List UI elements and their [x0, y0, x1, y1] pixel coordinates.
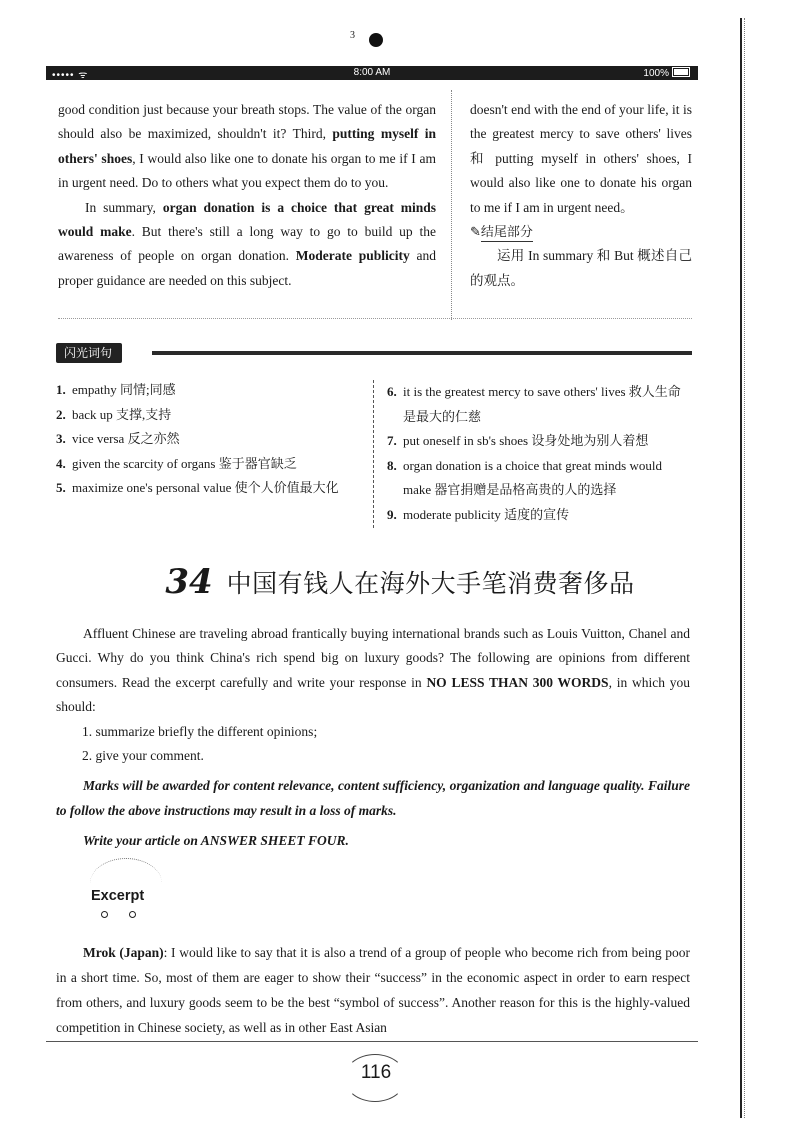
- circle-icon: [129, 911, 136, 918]
- vocab-list-right: [387, 380, 693, 527]
- vocab-item: [56, 427, 366, 452]
- vocab-text: it is the greatest mercy to save others' lives 救人生命是最大的仁慈: [403, 384, 681, 424]
- column-divider: [451, 90, 452, 320]
- excerpt-label: Excerpt: [91, 888, 145, 904]
- pencil-icon: ✎: [470, 224, 481, 240]
- essay-paragraph: [58, 98, 436, 196]
- flash-header: [56, 343, 692, 363]
- excerpt-body: : I would like to say that it is also a trend of a group of people who become rich from being poor in a short time. So, most of them are eager to show their “success” in the economic aspect in order to earn respect from others, and luxury goods seem to be the best “symbol of success”. Another reason for this is the highly-valued competition in Chinese society, as well as in other East Asian: [56, 945, 690, 1035]
- vocab-item: [56, 476, 366, 501]
- answer-sheet-instruction: Write your article on ANSWER SHEET FOUR.: [83, 833, 349, 849]
- section-title: [0, 562, 800, 602]
- vocab-text: back up 支撑,支持: [72, 406, 172, 422]
- conclusion-label: 结尾部分: [481, 223, 533, 242]
- vocab-number: 1.: [56, 382, 66, 397]
- page-edge: [740, 18, 742, 1118]
- prompt-item: 2. give your comment.: [82, 748, 204, 764]
- essay-text: good condition just because your breath stops. The value of the organ should also be maximized, shouldn't it? Third,: [58, 102, 436, 142]
- essay-text: and proper guidance are needed on this subject.: [58, 248, 436, 288]
- word-requirement: NO LESS THAN 300 WORDS: [426, 674, 609, 690]
- vocab-number: 6.: [387, 384, 397, 399]
- vocab-text: put oneself in sb's shoes 设身处地为别人着想: [403, 433, 649, 448]
- page-edge: [744, 18, 745, 1118]
- vocab-divider: [373, 380, 374, 528]
- highlighted-phrase: putting myself in others' shoes: [58, 126, 437, 166]
- section-number: 34: [165, 562, 213, 602]
- vocab-text: empathy 同情;同感: [72, 382, 176, 397]
- battery-percent: 100%: [643, 68, 669, 79]
- prompt-item: 1. summarize briefly the different opinions;: [82, 723, 318, 739]
- footer-rule: [46, 1041, 698, 1042]
- flash-rule: [152, 351, 692, 355]
- highlighted-phrase: organ donation is a choice that great minds would make: [58, 199, 436, 240]
- essay-left-column: [58, 98, 436, 293]
- essay-annotation-column: [470, 98, 692, 293]
- vocab-text: organ donation is a choice that great minds would make 器官捐赠是品格高贵的人的选择: [403, 457, 662, 497]
- circle-icon: [101, 911, 108, 918]
- vocab-item: [387, 454, 693, 503]
- vocab-number: 3.: [56, 431, 66, 446]
- battery-indicator: [643, 67, 690, 79]
- highlighted-phrase: Moderate publicity: [295, 248, 410, 264]
- vocab-number: 5.: [56, 480, 66, 495]
- page-header-mark: 3: [350, 30, 355, 41]
- excerpt-paragraph: [56, 940, 690, 1040]
- marks-instruction: Marks will be awarded for content relevance, content sufficiency, organization and language quality. Failure to follow the above instructions may result in a loss of marks.: [56, 778, 690, 818]
- status-bar: [46, 66, 698, 80]
- essay-paragraph: [58, 196, 436, 294]
- battery-icon: [672, 67, 690, 77]
- conclusion-text: 运用 In summary 和 But 概述自己的观点。: [470, 248, 692, 288]
- vocab-number: 8.: [387, 457, 397, 473]
- vocab-item: [56, 452, 366, 477]
- vocab-number: 9.: [387, 506, 397, 522]
- conclusion-heading: [470, 220, 692, 244]
- prompt-intro-text: Affluent Chinese are traveling abroad frantically buying international brands such as Louis Vuitton, Chanel and Gucci. Why do you think China's rich spend big on luxury goods? The following are opinions from different consumers. Read the excerpt carefully and write your response in: [56, 626, 690, 690]
- essay-text: , I would also like one to donate his organ to me if I am in urgent need. Do to others what you expect them do to you.: [58, 150, 436, 191]
- section-heading: 中国有钱人在海外大手笔消费奢侈品: [226, 569, 635, 598]
- vocab-item: [387, 380, 693, 429]
- flash-label: 闪光词句: [56, 343, 122, 363]
- excerpt-text: [56, 940, 690, 1040]
- vocab-number: 2.: [56, 406, 66, 422]
- essay-text: In summary,: [85, 199, 163, 215]
- vocab-item: [387, 503, 693, 528]
- prompt-intro-tail: , in which you should:: [56, 674, 690, 715]
- section-divider: [58, 318, 692, 319]
- vocab-item: [56, 378, 366, 403]
- vocab-list-left: [56, 378, 366, 501]
- annotation-text: doesn't end with the end of your life, it is the greatest mercy to save others' lives 和 putting myself in others' shoes, I would also like one to donate his organ to me if I am in urgent need。: [470, 102, 692, 215]
- page-number: 116: [360, 1062, 392, 1083]
- vocab-text: vice versa 反之亦然: [72, 431, 180, 446]
- signal-indicator: ••••• ᯤ: [52, 70, 89, 81]
- excerpt-speaker: Mrok (Japan): [83, 945, 164, 960]
- vocab-text: given the scarcity of organs 鉴于器官缺乏: [72, 455, 297, 471]
- writing-prompt: [56, 622, 690, 854]
- essay-text: . But there's still a long way to go to build up the awareness of people on organ donation.: [58, 224, 436, 264]
- header-dot-icon: [369, 33, 383, 47]
- vocab-item: [387, 429, 693, 454]
- vocab-text: moderate publicity 适度的宣传: [403, 506, 570, 522]
- excerpt-badge: [82, 858, 182, 930]
- prompt-intro: [56, 622, 690, 720]
- vocab-number: 7.: [387, 433, 397, 448]
- vocab-number: 4.: [56, 455, 66, 471]
- vocab-text: maximize one's personal value 使个人价值最大化: [72, 480, 339, 495]
- vocab-item: [56, 403, 366, 428]
- status-time: 8:00 AM: [353, 67, 391, 78]
